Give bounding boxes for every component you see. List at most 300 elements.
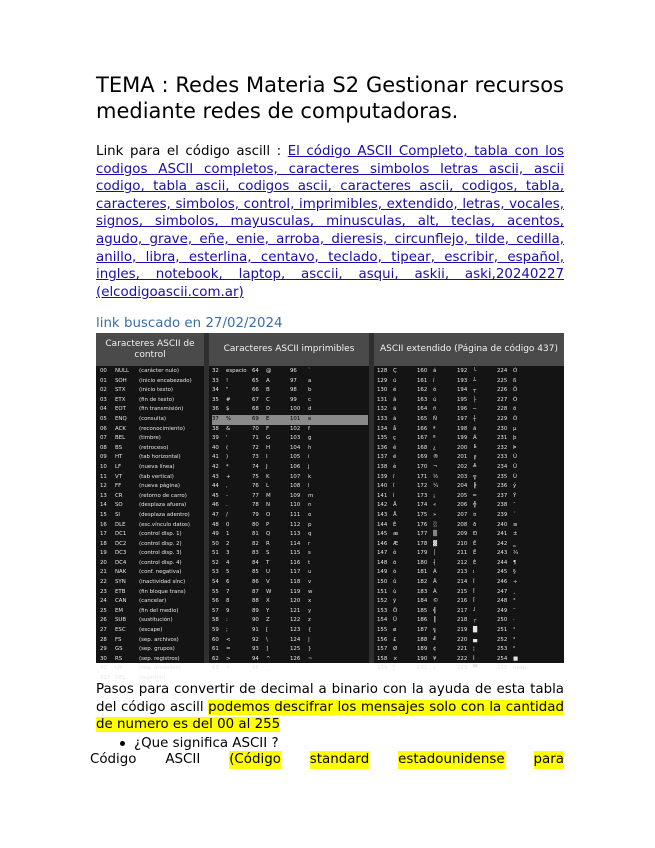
ascii-control-code: 15 [100,511,107,518]
ascii-cell: 156 [377,636,388,643]
ascii-cell: 135 [377,435,388,442]
ascii-printable-row [212,415,368,425]
ascii-cell: 167 [417,435,428,442]
ascii-cell: 141 [377,492,388,499]
ascii-cell: X [266,598,270,605]
ascii-cell: 103 [290,435,301,442]
ascii-cell: ¥ [433,655,437,662]
ascii-cell: ┘ [473,607,477,614]
ascii-cell: ! [226,377,229,384]
ascii-cell: 253 [497,646,508,653]
ascii-separator [204,333,209,663]
ascii-cell: 183 [417,588,428,595]
ascii-cell: 38 [212,425,219,432]
ascii-cell: Q [266,531,271,538]
ascii-cell: Ü [393,617,397,624]
ascii-printable-row [212,616,368,626]
ascii-cell: ø [393,627,397,634]
ascii-cell: ■ [513,655,519,662]
ascii-cell: ┴ [473,377,477,384]
ascii-cell: g [308,435,312,442]
ascii-cell: { [308,627,312,634]
ascii-cell: ù [393,588,397,595]
ascii-control-name: DLE [115,521,126,528]
ascii-cell: ╗ [433,627,437,634]
ascii-extended-row [377,559,563,569]
ascii-cell: 248 [497,598,508,605]
ascii-cell: espacio [226,368,247,374]
ascii-cell: 124 [290,636,301,643]
ascii-cell: º [433,435,436,442]
ascii-cell: k [308,473,312,480]
ascii-cell: 249 [497,607,508,614]
ascii-cell: 42 [212,463,219,470]
ascii-extended-row [377,521,563,531]
ascii-cell: × [393,655,398,662]
ascii-cell: 73 [252,454,259,461]
ascii-cell: Ý [513,492,517,499]
ascii-cell: ¯ [513,502,516,509]
ascii-cell: 101 [290,415,301,422]
ascii-extended-row [377,501,563,511]
ascii-separator [369,333,374,663]
ascii-cell: 136 [377,444,388,451]
ascii-cell: 100 [290,406,301,413]
ascii-cell: ┼ [473,415,477,422]
ascii-cell: 157 [377,646,388,653]
ascii-cell: 247 [497,588,508,595]
ascii-cell: 147 [377,550,388,557]
ascii-cell: 4 [226,559,230,566]
ascii-cell: 159 [377,665,388,672]
ascii-control-code: 09 [100,454,107,461]
ascii-cell: ┐ [433,665,437,672]
ascii-cell: ▒ [433,531,438,538]
ascii-cell: < [226,636,231,643]
ascii-cell: 60 [212,636,219,643]
ascii-cell: 150 [377,579,388,586]
ascii-cell: £ [393,636,397,643]
ascii-printable-row [212,501,368,511]
ascii-cell: F [266,425,270,432]
ascii-control-desc: (consulta) [139,415,167,422]
ascii-cell: ƒ [393,665,395,672]
ascii-control-name: SYN [115,579,126,586]
ascii-cell: 184 [417,598,428,605]
ascii-cell: 170 [417,463,428,470]
ascii-cell: Ê [473,540,477,547]
ascii-control-name: SUB [115,617,127,624]
ascii-control-desc: (sep. grupos) [139,646,175,653]
ascii-cell: m [308,492,314,499]
ascii-cell: 72 [252,444,259,451]
ascii-control-code: 01 [100,377,107,384]
ascii-cell: ¾ [513,550,519,557]
ascii-cell: Å [393,511,397,518]
ascii-cell: 239 [497,511,508,518]
ascii-control-code: 13 [100,492,107,499]
ascii-cell: 106 [290,463,301,470]
ascii-cell: 197 [457,415,468,422]
ascii-cell: Ä [393,502,397,509]
ascii-cell: x [308,598,312,605]
ascii-cell: ╩ [473,463,477,470]
ascii-cell: i [308,454,310,461]
ascii-cell: 111 [290,511,301,518]
ascii-cell: 53 [212,569,219,576]
ascii-cell: Â [433,579,437,586]
ascii-control-desc: (nueva línea) [139,463,175,470]
codigo-word: ASCII [165,752,201,767]
ascii-cell: ÿ [393,598,397,605]
ascii-cell: ò [393,569,397,576]
ascii-cell: 143 [377,511,388,518]
ascii-cell: Í [473,579,475,586]
ascii-cell: z [308,617,311,624]
ascii-cell: 35 [212,396,219,403]
ascii-control-desc: (conf. negativa) [139,569,182,576]
ascii-cell: 118 [290,579,301,586]
ascii-cell: 235 [497,473,508,480]
ascii-cell: 134 [377,425,388,432]
ascii-control-desc: (control disp. 1) [139,531,182,538]
ascii-cell: 62 [212,655,219,662]
ascii-control-code: 02 [100,387,107,394]
ascii-control-desc: (fin de texto) [139,396,175,403]
ascii-cell: 44 [212,483,219,490]
ascii-header-extended: ASCII extendido (Página de código 437) [374,333,564,366]
ascii-cell: ╦ [473,473,477,480]
ascii-control-desc: (fin del medio) [139,607,179,614]
ascii-cell: À [433,588,437,595]
ascii-cell: p [308,521,312,528]
codigo-highlight-word: para [533,752,564,767]
ascii-cell: Ò [513,396,518,403]
ascii-control-desc: (tab horizontal) [139,454,181,461]
ascii-cell: C [266,396,270,403]
ascii-cell: 54 [212,579,219,586]
ascii-cell: ├ [473,396,477,403]
ascii-cell: 163 [417,396,428,403]
ascii-printable-row [212,578,368,588]
ascii-cell: ú [433,396,437,403]
ascii-cell: 9 [226,607,230,614]
ascii-extended-row [377,482,563,492]
ascii-cell: ª [433,425,436,432]
ascii-cell: 47 [212,511,219,518]
ascii-cell: é [393,387,397,394]
ascii-cell: 202 [457,463,468,470]
ascii-extended-row [377,453,563,463]
ascii-control-code: 04 [100,406,107,413]
ascii-printable-row [212,482,368,492]
ascii-cell: 217 [457,607,468,614]
ascii-cell: 229 [497,415,508,422]
ascii-cell: s [308,550,311,557]
ascii-cell: ¡ [433,492,436,499]
ascii-printable-row [212,645,368,655]
ascii-control-codes-column [100,367,114,684]
ascii-control-name: DC4 [115,559,127,566]
ascii-cell: 2 [226,540,230,547]
ascii-cell: ▓ [433,540,438,547]
ascii-cell: « [433,502,437,509]
ascii-cell: 77 [252,492,259,499]
ascii-cell: 222 [457,655,468,662]
ascii-cell: 33 [212,377,219,384]
ascii-cell: 40 [212,444,219,451]
ascii-cell: h [308,444,312,451]
ascii-cell: 227 [497,396,508,403]
ascii-extended-row [377,540,563,550]
ascii-cell: Û [513,463,517,470]
ascii-cell: 125 [290,646,301,653]
ascii-control-desc: (timbre) [139,435,161,442]
ascii-extended-row [377,367,563,377]
ascii-cell: ² [513,646,516,653]
ascii-cell: § [513,569,516,576]
ascii-cell: 169 [417,454,428,461]
ascii-cell: 97 [290,377,297,384]
ascii-cell: 168 [417,444,428,451]
bullet-dot-icon [120,741,125,746]
ascii-control-name: ENQ [115,415,127,422]
ascii-cell: 188 [417,636,428,643]
ascii-printable-row [212,453,368,463]
ascii-cell: 145 [377,531,388,538]
ascii-cell: 64 [252,368,259,374]
ascii-printable-row [212,530,368,540]
ascii-cell: 83 [252,550,259,557]
ascii-cell: å [393,425,397,432]
ascii-control-name: HT [115,454,123,461]
ascii-printable-row [212,396,368,406]
ascii-cell: 215 [457,588,468,595]
ascii-cell: 251 [497,627,508,634]
ascii-cell: ╚ [473,444,477,451]
ascii-cell: 218 [457,617,468,624]
ascii-control-code: 00 [100,368,107,374]
ascii-cell: 105 [290,454,301,461]
ascii-cell: 246 [497,579,508,586]
ascii-cell: ¦ [473,646,475,653]
ascii-control-name: SOH [115,377,127,384]
ascii-control-desc: (inicio texto) [139,387,174,394]
ascii-cell: 126 [290,655,301,662]
ascii-cell: 68 [252,406,259,413]
ascii-cell: 58 [212,617,219,624]
ascii-cell: 119 [290,588,301,595]
ascii-printable-grid [212,367,368,674]
ascii-cell: 193 [457,377,468,384]
ascii-cell: ã [473,425,477,432]
ascii-cell: Ï [473,598,475,605]
ascii-control-name: ETX [115,396,126,403]
ascii-printable-row [212,434,368,444]
ascii-cell: ð [473,521,477,528]
ascii-control-name: DC3 [115,550,127,557]
ascii-cell: 144 [377,521,388,528]
ascii-cell: \ [266,636,268,643]
ascii-cell: & [226,425,231,432]
ascii-extended-row [377,377,563,387]
ascii-cell: ³ [513,636,516,643]
ascii-cell: 117 [290,569,301,576]
ascii-cell: ý [513,483,517,490]
ascii-cell: 45 [212,492,219,499]
ascii-cell: 112 [290,521,301,528]
ascii-cell: r [308,540,311,547]
ascii-cell: Á [433,569,437,576]
ascii-extended-row [377,405,563,415]
ascii-cell: 175 [417,511,428,518]
ascii-cell: 81 [252,531,259,538]
ascii-cell: ^ [266,655,271,662]
ascii-cell: J [266,463,268,470]
ascii-cell: 204 [457,483,468,490]
ascii-control-code: 16 [100,521,107,528]
ascii-control-desc: (tab vertical) [139,473,174,480]
ascii-cell: 107 [290,473,301,480]
ascii-control-name: STX [115,387,126,394]
ascii-cell: 74 [252,463,259,470]
ascii-control-name: ESC [115,627,126,634]
ascii-cell: 210 [457,540,468,547]
ascii-cell: 201 [457,454,468,461]
ascii-cell: 46 [212,502,219,509]
ascii-cell: 70 [252,425,259,432]
ascii-cell: 187 [417,627,428,634]
ascii-printable-row [212,664,368,674]
ascii-control-desc: (fin bloque trans) [139,588,186,595]
ascii-cell: Ð [473,531,478,538]
ascii-control-code: 21 [100,569,107,576]
ascii-cell: ñ [433,406,437,413]
ascii-extended-row [377,396,563,406]
ascii-reference-link[interactable]: El código ASCII Completo, tabla con los codigos ASCII completos, caracteres simbolos letras ascii, ascii codigo, tabla ascii, codigos ascii, caracteres ascii, codigos, tabla, caracteres, simbolos, control, imprimibles, extendido, letras, vocales, signos, simbolos, mayusculas, minusculas, alt, teclas, acentos, agudo, grave, eñe, enie, arroba, dieresis, circunflejo, tilde, cedilla, anillo, libra, esterlina, centavo, teclado, tipear, escribir, español, ingles, notebook, laptop, asccii, asqui, askii, aski,20240227 (elcodigoascii.com.ar) [96,144,564,300]
ascii-cell: 102 [290,425,301,432]
ascii-control-desc: (desplaza adentro) [139,511,190,518]
ascii-control-name: GS [115,646,123,653]
ascii-control-name: EOT [115,406,126,413]
ascii-cell: a [308,377,312,384]
ascii-cell: û [393,579,397,586]
ascii-cell: ─ [473,406,477,413]
ascii-cell: % [226,415,232,422]
ascii-cell: ≡ [513,521,518,528]
ascii-control-desc: (retorno de carro) [139,492,187,499]
ascii-cell: G [266,435,271,442]
ascii-cell: ~ [308,655,313,662]
ascii-cell: 211 [457,550,468,557]
ascii-cell: D [266,406,271,413]
ascii-cell: 233 [497,454,508,461]
ascii-cell: 142 [377,502,388,509]
ascii-cell: 189 [417,646,428,653]
ascii-cell: 51 [212,550,219,557]
ascii-cell: ¸ [513,588,516,595]
ascii-cell: µ [513,425,517,432]
ascii-cell: ? [226,665,229,672]
ascii-control-desc: (control disp. 3) [139,550,182,557]
ascii-cell: t [308,559,311,566]
ascii-extended-row [377,655,563,665]
ascii-cell: W [266,588,272,595]
ascii-cell: 79 [252,511,259,518]
ascii-cell: 65 [252,377,259,384]
ascii-cell: M [266,492,271,499]
ascii-cell: 206 [457,502,468,509]
ascii-cell: ╠ [473,483,477,490]
link-intro: Link para el código ascill : [96,144,288,159]
ascii-cell: 41 [212,454,219,461]
ascii-cell: 91 [252,627,259,634]
ascii-cell: 179 [417,550,428,557]
ascii-printable-row [212,549,368,559]
ascii-control-name: VT [115,473,122,480]
ascii-cell: . [226,502,228,509]
ascii-cell: 43 [212,473,219,480]
ascii-cell: © [433,598,439,605]
ascii-control-code: 27 [100,627,107,634]
ascii-cell: 49 [212,531,219,538]
ascii-cell: 57 [212,607,219,614]
ascii-cell: è [393,463,397,470]
ascii-cell: 209 [457,531,468,538]
ascii-cell: ¿ [433,444,436,451]
ascii-cell: ë [393,454,397,461]
ascii-control-desc: (cancelar) [139,598,167,605]
ascii-cell: ┬ [473,387,477,394]
ascii-cell: 234 [497,463,508,470]
ascii-cell: 1 [226,531,230,538]
ascii-cell: ¬ [433,463,438,470]
ascii-cell: 122 [290,617,301,624]
codigo-highlight-word: (Código [229,752,281,767]
ascii-cell: » [433,511,437,518]
ascii-cell: ¢ [433,646,437,653]
ascii-cell: 207 [457,511,468,518]
ascii-cell: 213 [457,569,468,576]
ascii-cell: 149 [377,569,388,576]
ascii-control-desc: (escape) [139,627,163,634]
ascii-control-code: 22 [100,579,107,586]
ascii-cell: 39 [212,435,219,442]
ascii-cell: 181 [417,569,428,576]
ascii-cell: 63 [212,665,219,672]
ascii-cell: 84 [252,559,259,566]
ascii-control-desc: (inicio encabezado) [139,377,192,384]
ascii-cell: Ú [513,454,517,461]
ascii-control-desc: (inactividad sínc) [139,579,186,586]
ascii-cell: 241 [497,531,508,538]
ascii-cell: 52 [212,559,219,566]
ascii-cell: 185 [417,607,428,614]
ascii-header-control: Caracteres ASCII de control [96,333,204,366]
ascii-cell: A [266,377,270,384]
ascii-printable-row [212,568,368,578]
ascii-cell: 245 [497,569,508,576]
ascii-cell: 76 [252,483,259,490]
ascii-cell: 128 [377,368,388,374]
ascii-cell: ä [393,406,397,413]
ascii-cell: 85 [252,569,259,576]
ascii-extended-row [377,588,563,598]
ascii-cell: Ë [473,550,477,557]
ascii-printable-row [212,626,368,636]
ascii-printable-row [212,473,368,483]
ascii-cell: 200 [457,444,468,451]
